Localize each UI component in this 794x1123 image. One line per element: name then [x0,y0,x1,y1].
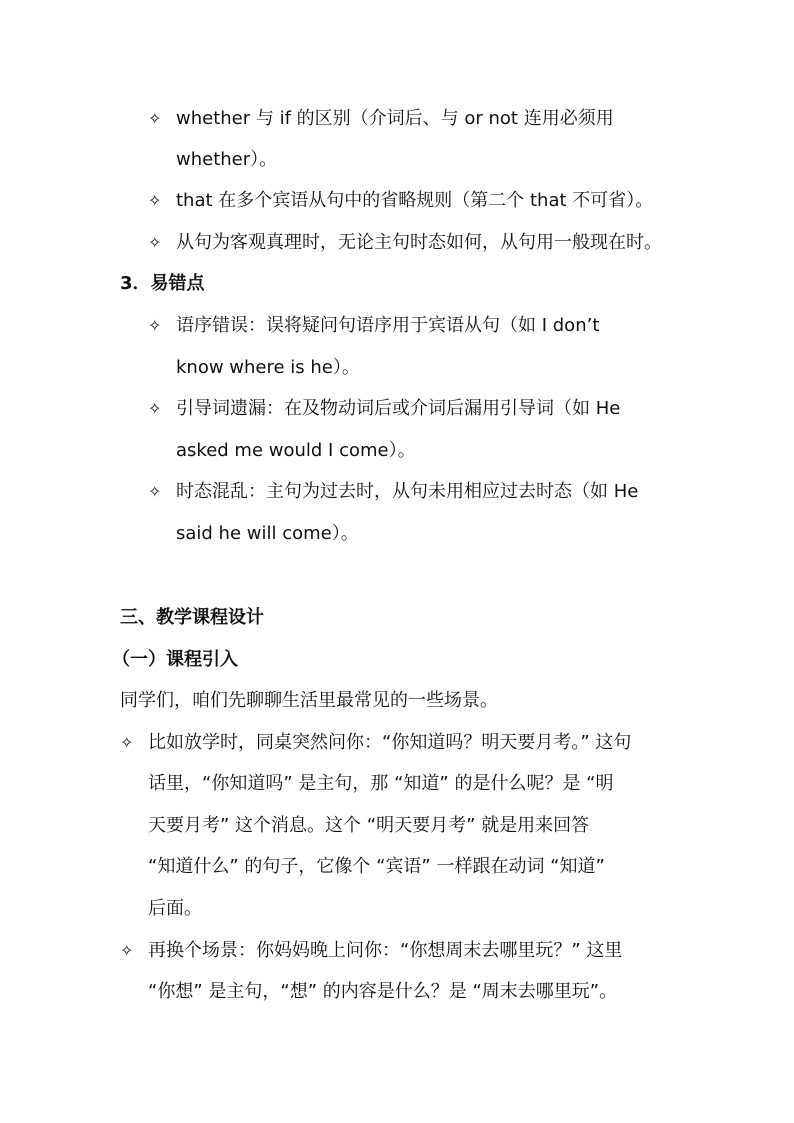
list-item-line: asked me would I come）。 [176,440,416,461]
list-item-line: 比如放学时，同桌突然问你：“你知道吗？明天要月考。” 这句 [148,732,632,753]
bullet-icon: ✧ [120,941,134,960]
list-item-line: “知道什么” 的句子，它像个 “宾语” 一样跟在动词 “知道” [148,856,605,877]
list-item-line: 从句为客观真理时，无论主句时态如何，从句用一般现在时。 [176,232,662,253]
bullet-icon: ✧ [148,109,162,128]
bullet-icon: ✧ [148,482,162,501]
list-item-line: whether 与 if 的区别（介词后、与 or not 连用必须用 [176,108,614,129]
list-item-line: 引导词遗漏：在及物动词后或介词后漏用引导词（如 He [176,398,621,419]
bullet-icon: ✧ [148,233,162,252]
list-item-line: 再换个场景：你妈妈晚上问你：“你想周末去哪里玩？” 这里 [148,940,623,961]
list-item-line: 后面。 [148,898,202,919]
intro-paragraph: 同学们，咱们先聊聊生活里最常见的一些场景。 [120,690,498,711]
bullet-icon: ✧ [148,399,162,418]
bullet-icon: ✧ [120,733,134,752]
list-item-line: whether）。 [176,149,278,170]
list-item-line: know where is he）。 [176,357,360,378]
bullet-icon: ✧ [148,316,162,335]
list-item-line: 时态混乱：主句为过去时，从句未用相应过去时态（如 He [176,481,639,502]
list-item-line: that 在多个宾语从句中的省略规则（第二个 that 不可省）。 [176,190,654,211]
heading-error-points: 3．易错点 [120,273,205,294]
list-item-line: “你想” 是主句，“想” 的内容是什么？是 “周末去哪里玩”。 [148,981,618,1002]
list-item-line: 话里，“你知道吗” 是主句，那 “知道” 的是什么呢？是 “明 [148,773,614,794]
subsection-title: （一）课程引入 [112,649,238,670]
list-item-line: 语序错误：误将疑问句语序用于宾语从句（如 I don’t [176,315,600,336]
bullet-icon: ✧ [148,191,162,210]
section-title: 三、教学课程设计 [120,607,264,628]
list-item-line: 天要月考” 这个消息。这个 “明天要月考” 就是用来回答 [148,815,590,836]
list-item-line: said he will come）。 [176,523,359,544]
